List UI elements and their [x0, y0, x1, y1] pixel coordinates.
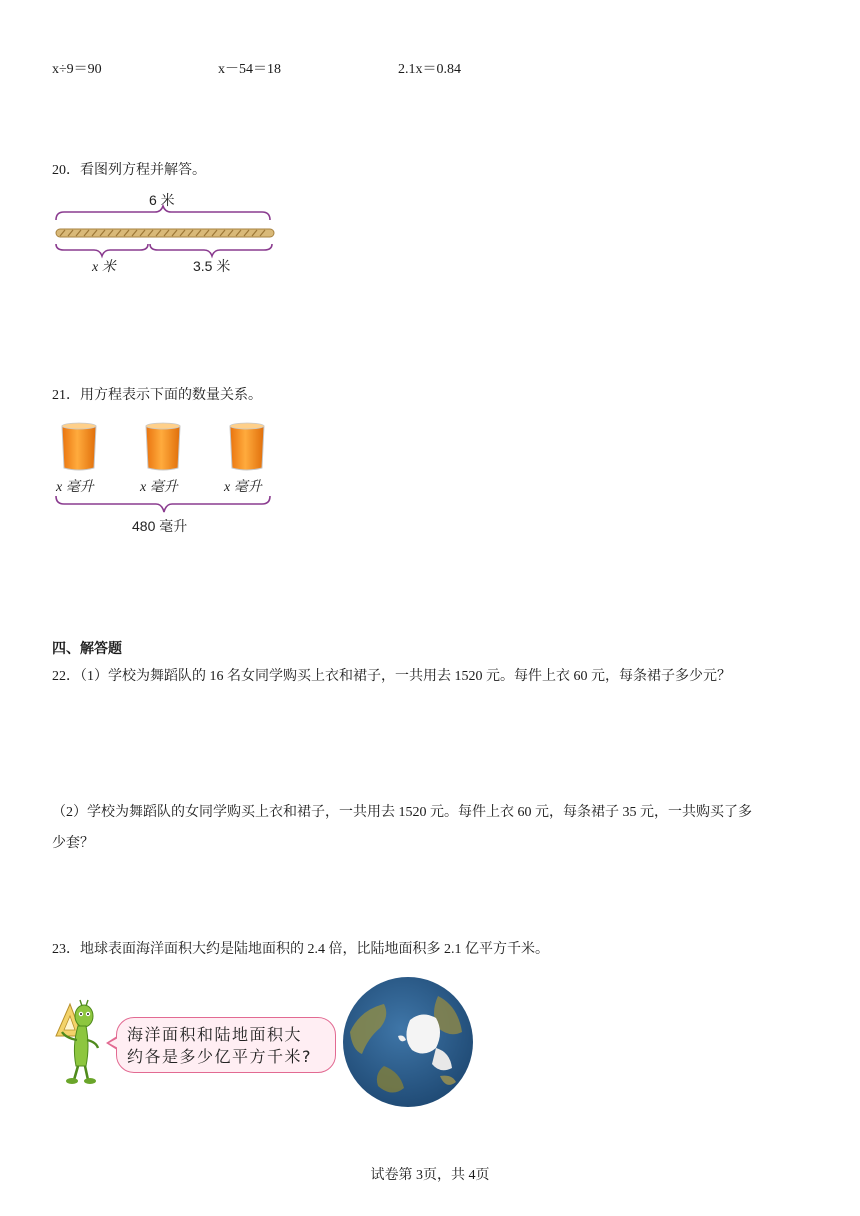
equation-1: x÷9＝90 — [52, 62, 102, 77]
x-length-label: x 米 — [92, 260, 116, 275]
question-22-part-2-line-2: 少套？ — [52, 836, 94, 851]
left-brace — [56, 244, 148, 256]
earth-illustration — [340, 976, 476, 1108]
bubble-tail-inner — [109, 1038, 118, 1048]
question-22-part-2-line-1: （2）学校为舞蹈队的女同学购买上衣和裙子，一共用去 1520 元。每件上衣 60 元，每条裙子 35 元，一共购买了多 — [52, 805, 752, 820]
cup-label-2: x 毫升 — [140, 480, 178, 495]
question-20: 20．看图列方程并解答。 — [52, 163, 206, 178]
equation-2: x－54＝18 — [218, 62, 281, 77]
cartoon-character — [52, 996, 108, 1086]
juice-figure — [52, 420, 282, 540]
ice-cap — [406, 1014, 440, 1053]
question-23: 23．地球表面海洋面积大约是陆地面积的 2.4 倍，比陆地面积多 2.1 亿平方千米。 — [52, 942, 549, 957]
bubble-line-2: 约各是多少亿平方千米? — [127, 1047, 312, 1066]
character-illustration — [52, 996, 108, 1086]
known-length-label: 3.5 米 — [193, 258, 231, 274]
juice-cup-2 — [146, 423, 180, 470]
juice-cup-1 — [62, 423, 96, 470]
right-brace — [150, 244, 272, 256]
question-22-part-1: 22．（1）学校为舞蹈队的 16 名女同学购买上衣和裙子，一共用去 1520 元。每件上衣 60 元，每条裙子多少元？ — [52, 669, 731, 684]
total-volume-label: 480 毫升 — [132, 518, 188, 534]
rope-figure — [52, 188, 282, 280]
cup-label-1: x 毫升 — [56, 480, 94, 495]
earth-globe — [340, 976, 476, 1108]
question-21: 21．用方程表示下面的数量关系。 — [52, 388, 262, 403]
speech-bubble — [116, 1017, 336, 1073]
cup-label-3: x 毫升 — [224, 480, 262, 495]
equation-3: 2.1x＝0.84 — [398, 62, 461, 77]
total-brace — [56, 496, 270, 512]
total-length-label: 6 米 — [149, 192, 175, 208]
page-footer: 试卷第 3页，共 4页 — [370, 1168, 490, 1183]
bubble-line-1: 海洋面积和陆地面积大 — [127, 1025, 303, 1044]
juice-cup-3 — [230, 423, 264, 470]
section-title: 四、解答题 — [52, 642, 122, 657]
